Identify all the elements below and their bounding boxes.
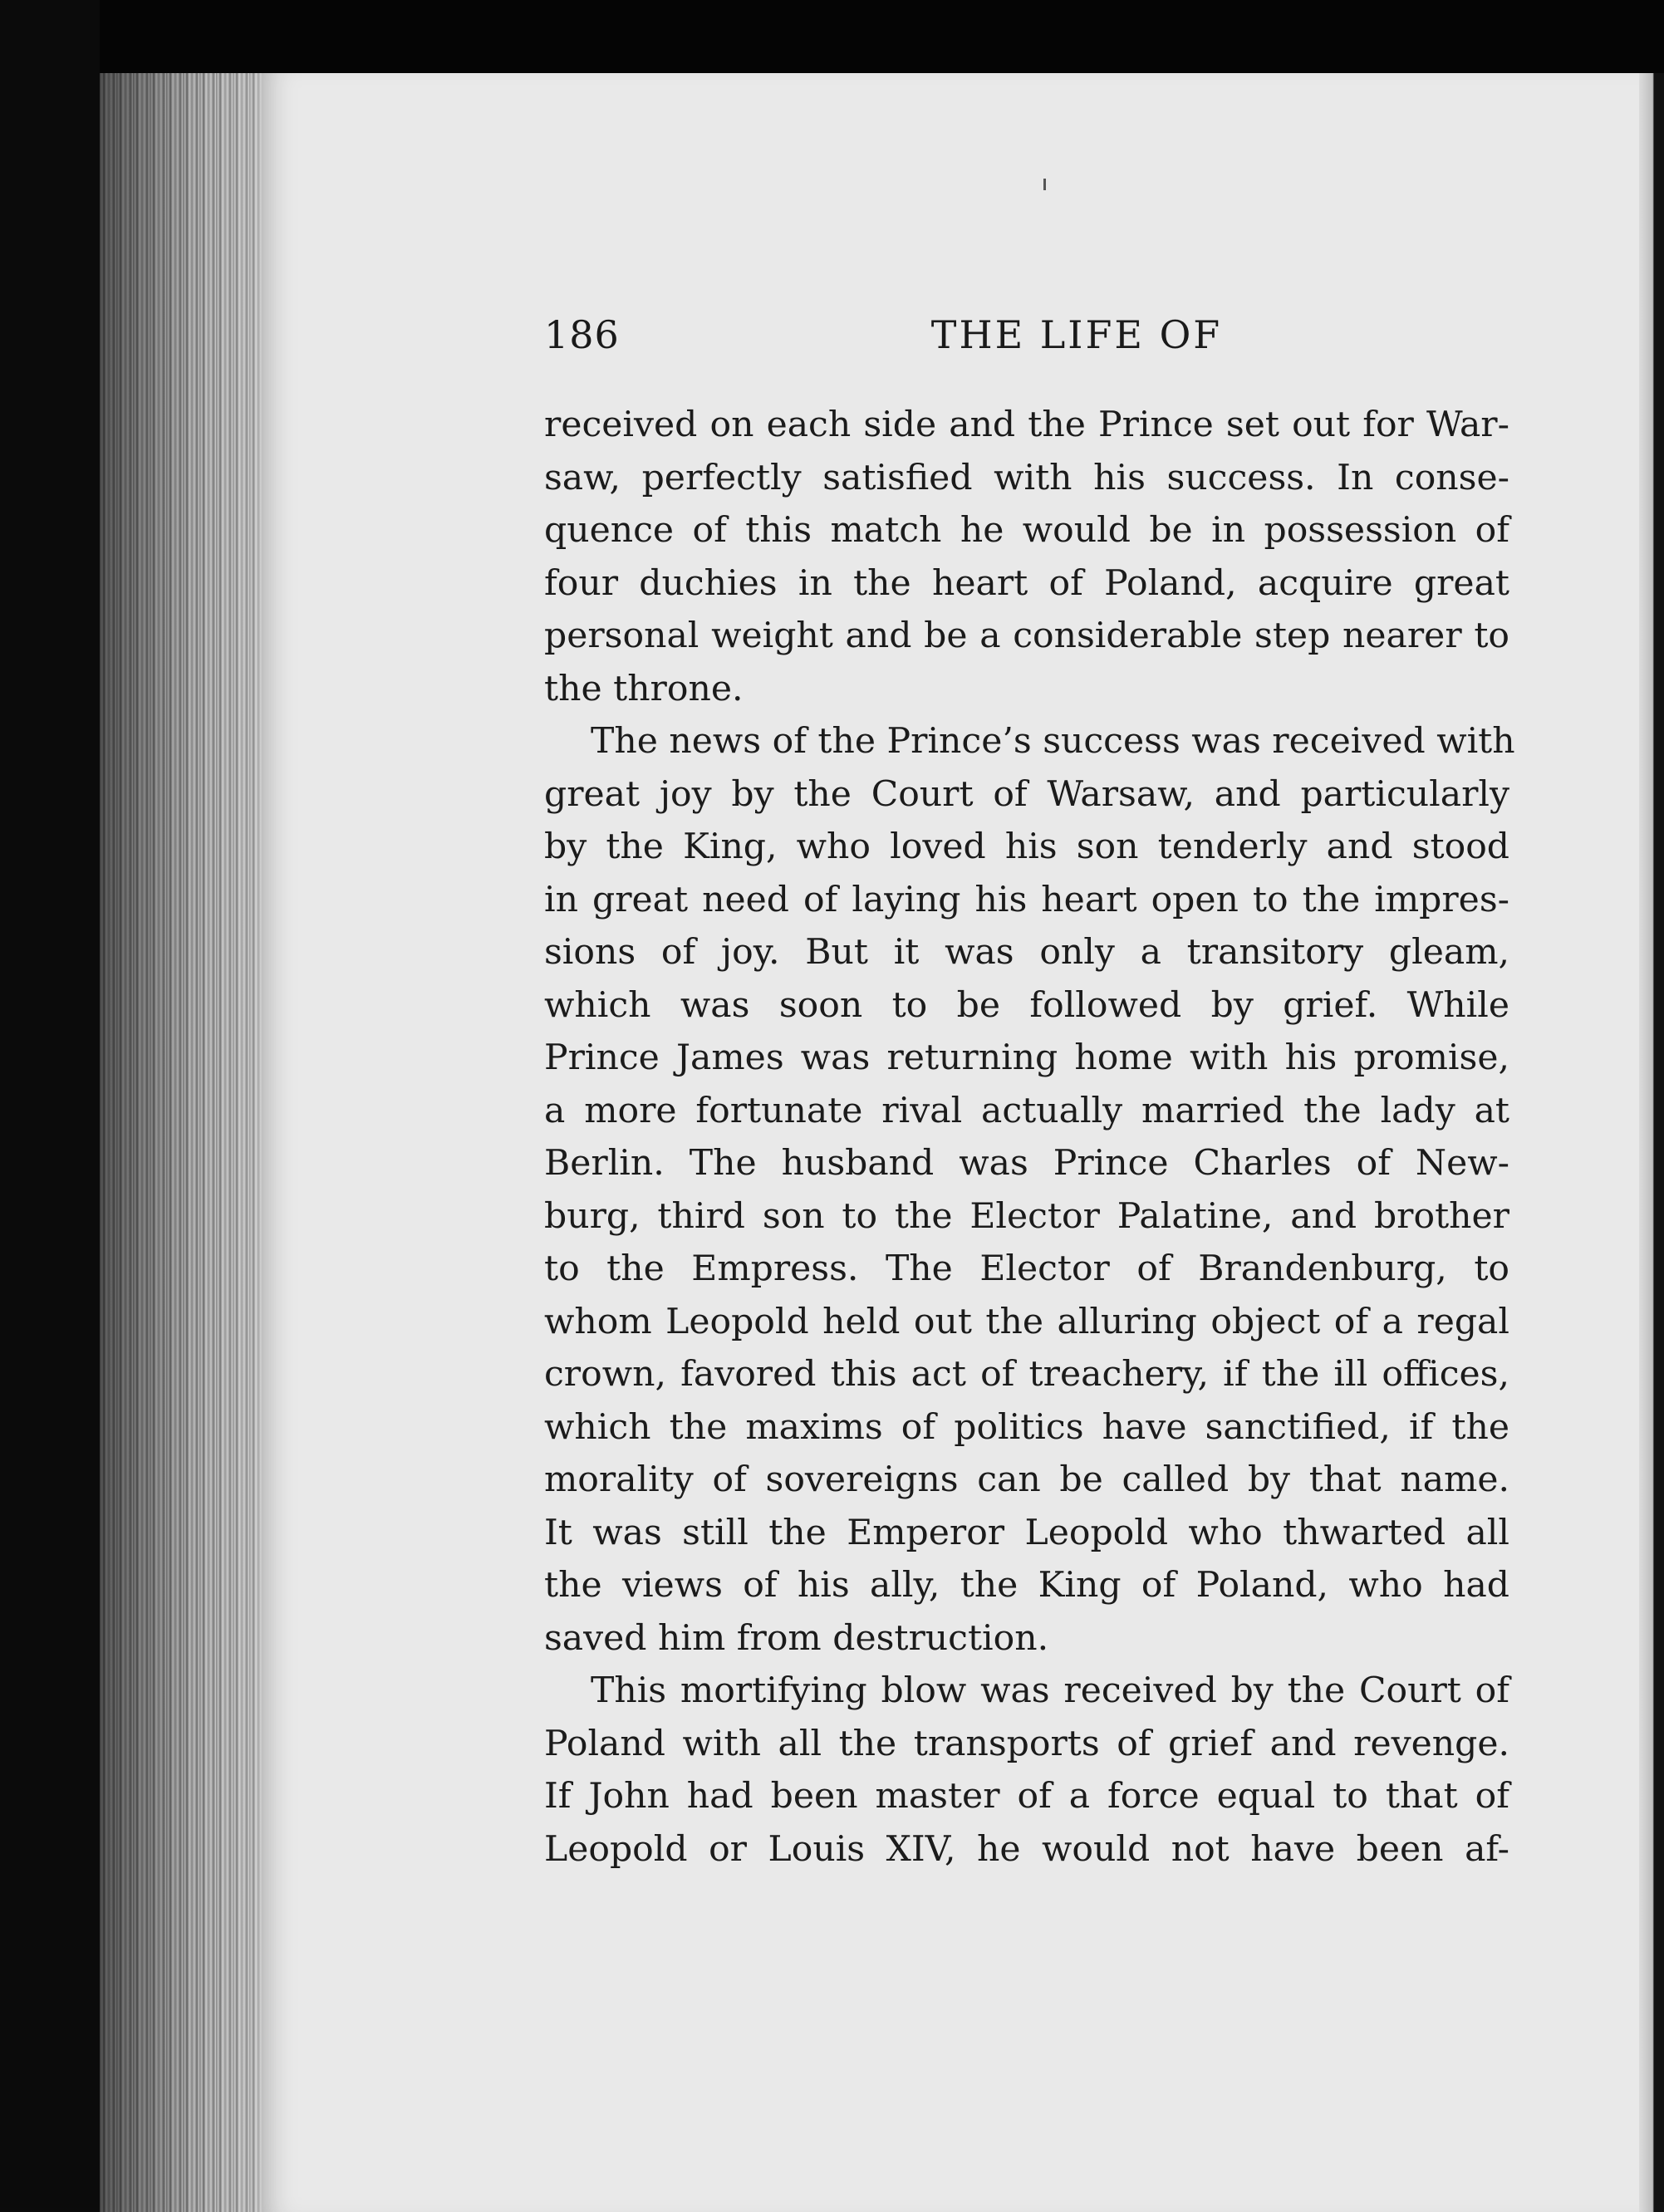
text-line: This mortifying blow was received by the Court of [591, 1670, 1509, 1711]
text-line: If John had been master of a force equal to that of [544, 1776, 1509, 1817]
scan-top-margin [0, 0, 1664, 79]
text-line: Poland with all the transports of grief and revenge. [544, 1723, 1509, 1764]
text-line: the views of his ally, the King of Poland, who had [544, 1565, 1509, 1606]
text-line: by the King, who loved his son tenderly and stood [544, 826, 1509, 867]
ink-mark [1043, 179, 1046, 190]
running-title: THE LIFE OF [930, 312, 1223, 357]
running-head [544, 306, 1509, 364]
text-line: Prince James was returning home with his promise, [544, 1037, 1509, 1078]
text-line: a more fortunate rival actually married the lady at [544, 1090, 1509, 1131]
text-line: sions of joy. But it was only a transitory gleam, [544, 932, 1509, 973]
scan-left-margin [0, 0, 100, 2212]
text-line: in great need of laying his heart open to the impres- [544, 879, 1509, 920]
text-line: burg, third son to the Elector Palatine, and brother [544, 1195, 1509, 1237]
text-line: received on each side and the Prince set out for War- [544, 405, 1509, 445]
page-number: 186 [544, 312, 620, 357]
text-line: Berlin. The husband was Prince Charles of New- [544, 1143, 1509, 1184]
text-line: saved him from destruction. [544, 1617, 1049, 1659]
text-line: personal weight and be a considerable step nearer to [544, 616, 1509, 656]
text-line: morality of sovereigns can be called by that name. [544, 1459, 1509, 1500]
text-line: to the Empress. The Elector of Brandenburg, to [544, 1248, 1509, 1289]
book-page-edges [100, 73, 266, 2212]
text-line: four duchies in the heart of Poland, acquire great [544, 562, 1509, 604]
body-text [544, 399, 1515, 1876]
text-line: The news of the Prince’s success was received with [591, 721, 1515, 762]
text-line: great joy by the Court of Warsaw, and particularly [544, 773, 1509, 815]
text-line: It was still the Emperor Leopold who thwarted all [544, 1512, 1509, 1553]
text-line: Leopold or Louis XIV, he would not have been af- [544, 1828, 1509, 1870]
text-line: which the maxims of politics have sanctified, if the [544, 1406, 1509, 1448]
text-line: saw, perfectly satisfied with his success. In conse- [544, 457, 1509, 498]
text-line: which was soon to be followed by grief. While [544, 984, 1509, 1026]
text-line: whom Leopold held out the alluring object of a regal [544, 1301, 1509, 1342]
text-line: crown, favored this act of treachery, if the ill offices, [544, 1354, 1509, 1395]
text-line: the throne. [544, 668, 744, 709]
page-right-edge [1639, 73, 1664, 2212]
text-line: quence of this match he would be in possession of [544, 510, 1509, 551]
